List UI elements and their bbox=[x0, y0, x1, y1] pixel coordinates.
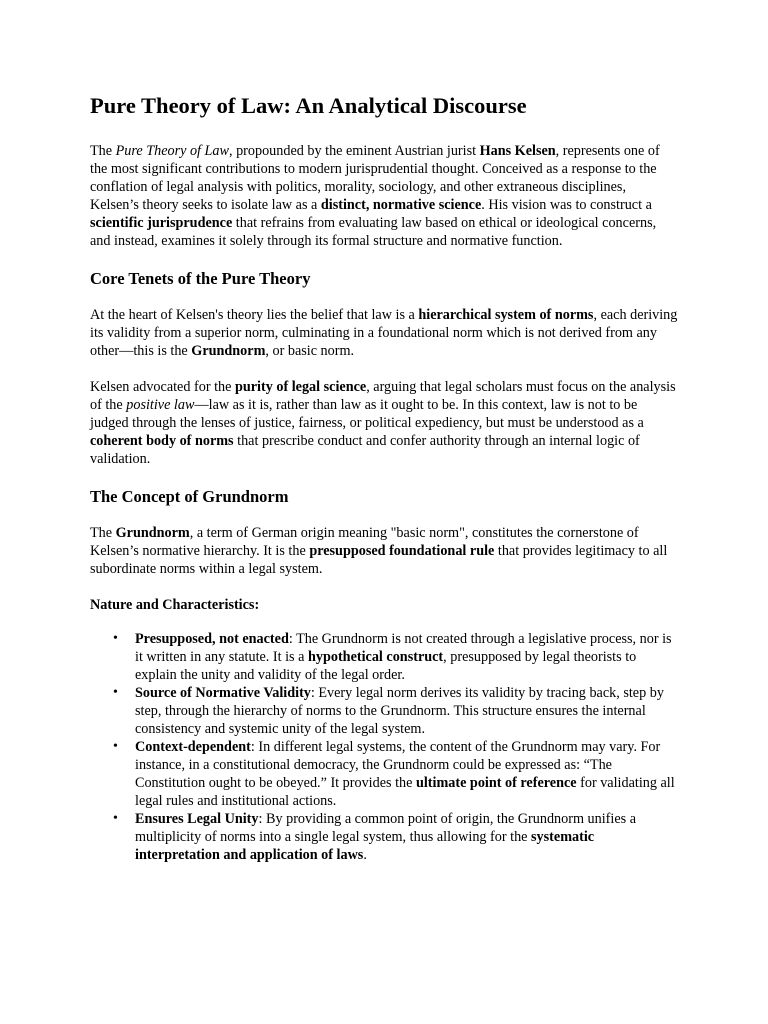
bullet-icon: • bbox=[113, 631, 118, 646]
bullet-icon: • bbox=[113, 685, 118, 700]
grundnorm-paragraph: The Grundnorm, a term of German origin meaning "basic norm", constitutes the cornerstone of Kelsen’s normative hierarchy. It is the presupposed foundational rule that provides legitimacy to all subordinate norms within a legal system. bbox=[90, 525, 668, 577]
list-item-text: Ensures Legal Unity: By providing a common point of origin, the Grundnorm unifies a multiplicity of norms into a single legal system, thus allowing for the systematic interpretation and application of laws. bbox=[135, 811, 637, 863]
bullet-icon: • bbox=[113, 811, 118, 826]
grundnorm-heading: The Concept of Grundnorm bbox=[90, 487, 289, 506]
bullet-icon: • bbox=[113, 739, 118, 754]
list-item-text: Source of Normative Validity: Every legal norm derives its validity by tracing back, step by step, through the hierarchy of norms to the Grundnorm. This structure ensures the internal consistency and systemic unity of the legal system. bbox=[135, 685, 664, 737]
list-item bbox=[113, 630, 678, 684]
list-item bbox=[113, 738, 678, 810]
list-item bbox=[113, 684, 678, 738]
document-title: Pure Theory of Law: An Analytical Discourse bbox=[90, 93, 527, 118]
core-paragraph-2: Kelsen advocated for the purity of legal science, arguing that legal scholars must focus on the analysis of the positive law—law as it is, rather than law as it ought to be. In this context, law is not to be judged through the lenses of justice, fairness, or political expediency, but must be understood as a coherent body of norms that prescribe conduct and confer authority through an internal logic of validation. bbox=[90, 379, 676, 467]
characteristics-list bbox=[90, 630, 678, 864]
list-item-text: Presupposed, not enacted: The Grundnorm is not created through a legislative process, nor is it written in any statute. It is a hypothetical construct, presupposed by legal theorists to explain the unity and validity of the legal order. bbox=[135, 631, 672, 683]
core-tenets-heading: Core Tenets of the Pure Theory bbox=[90, 269, 311, 288]
nature-label: Nature and Characteristics: bbox=[90, 597, 260, 613]
list-item-text: Context-dependent: In different legal systems, the content of the Grundnorm may vary. For instance, in a constitutional democracy, the Grundnorm could be expressed as: “The Constitution ought to be obeyed.” It provides the ultimate point of reference for validating all legal rules and institutional actions. bbox=[135, 739, 675, 809]
intro-paragraph: The Pure Theory of Law, propounded by the eminent Austrian jurist Hans Kelsen, represents one of the most significant contributions to modern jurisprudential thought. Conceived as a response to the conflation of legal analysis with politics, morality, sociology, and other extraneous disciplines, Kelsen’s theory seeks to isolate law as a distinct, normative science. His vision was to construct a scientific jurisprudence that refrains from evaluating law based on ethical or ideological concerns, and instead, examines it solely through its formal structure and normative function. bbox=[90, 143, 660, 249]
core-paragraph-1: At the heart of Kelsen's theory lies the belief that law is a hierarchical system of norms, each deriving its validity from a superior norm, culminating in a foundational norm which is not derived from any other—this is the Grundnorm, or basic norm. bbox=[90, 307, 678, 359]
list-item bbox=[113, 810, 678, 864]
